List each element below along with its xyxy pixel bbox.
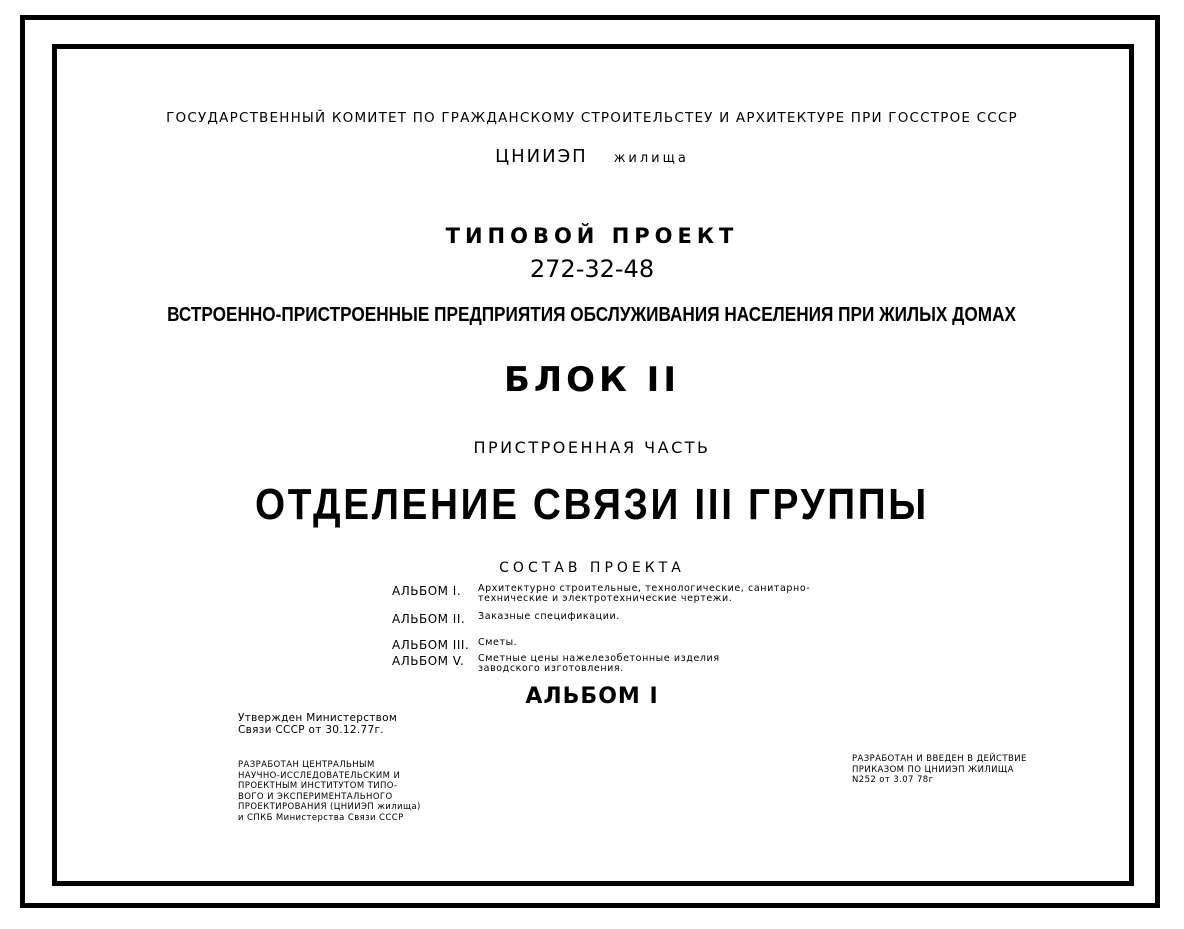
block-title: БЛОК II	[504, 360, 680, 400]
album-description	[478, 654, 720, 674]
part-title: ПРИСТРОЕННАЯ ЧАСТЬ	[473, 438, 711, 457]
developer-line: и СПКБ Министерства Связи СССР	[238, 812, 404, 823]
album-description-line: Архитектурно строительные, технологические, санитарно-	[478, 583, 811, 594]
approval-note	[238, 712, 397, 736]
developer-line: ВОГО И ЭКСПЕРИМЕНТАЛЬНОГО	[238, 791, 393, 802]
album-description	[478, 612, 620, 622]
approval-line: Утвержден Министерством	[238, 712, 398, 724]
album-description-line: технические и электротехнические чертежи.	[478, 593, 733, 604]
album-description	[478, 584, 810, 604]
project-title-text: ВСТРОЕННО-ПРИСТРОЕННЫЕ ПРЕДПРИЯТИЯ ОБСЛУЖИВАНИЯ НАСЕЛЕНИЯ ПРИ ЖИЛЫХ ДОМАХ	[167, 304, 1017, 326]
album-description-line: Сметные цены нажелезобетонные изделия	[478, 653, 720, 664]
developer-line: НАУЧНО-ИССЛЕДОВАТЕЛЬСКИМ И	[238, 770, 401, 781]
project-number: 272-32-48	[529, 255, 655, 283]
album-label: АЛЬБОМ I.	[392, 584, 462, 598]
institute-name: ЦНИИЭП	[495, 146, 588, 167]
institute-line	[0, 146, 1184, 167]
main-title	[0, 480, 1184, 530]
album-description-line: Сметы.	[478, 637, 518, 648]
project-type: ТИПОВОЙ ПРОЕКТ	[445, 224, 739, 248]
project-title	[0, 304, 1184, 327]
enactment-line: ПРИКАЗОМ ПО ЦНИИЭП ЖИЛИЩА	[852, 764, 1014, 775]
album-item	[392, 584, 810, 604]
album-item	[392, 638, 517, 652]
album-label: АЛЬБОМ V.	[392, 654, 465, 668]
enactment-line: РАЗРАБОТАН И ВВЕДЕН В ДЕЙСТВИЕ	[852, 754, 1027, 764]
main-title-text: ОТДЕЛЕНИЕ СВЯЗИ III ГРУППЫ	[255, 480, 929, 529]
album-item	[392, 612, 620, 626]
album-label: АЛЬБОМ II.	[392, 612, 466, 626]
developer-line: РАЗРАБОТАН ЦЕНТРАЛЬНЫМ	[238, 760, 375, 770]
enactment-note	[852, 754, 1027, 786]
approval-line: Связи СССР от 30.12.77г.	[238, 724, 384, 736]
album-item	[392, 654, 720, 674]
current-album: АЛЬБОМ I	[525, 684, 659, 709]
album-label: АЛЬБОМ III.	[392, 638, 470, 652]
developer-note	[238, 760, 421, 823]
developer-line: ПРОЕКТНЫМ ИНСТИТУТОМ ТИПО-	[238, 781, 398, 791]
composition-heading: СОСТАВ ПРОЕКТА	[499, 560, 685, 576]
album-description-line: Заказные спецификации.	[478, 611, 620, 622]
institute-subtitle: жилища	[613, 151, 689, 166]
developer-line: ПРОЕКТИРОВАНИЯ (ЦНИИЭП жилища)	[238, 802, 421, 812]
committee-heading: ГОСУДАРСТВЕННЫЙ КОМИТЕТ ПО ГРАЖДАНСКОМУ СТРОИТЕЛЬСТЕУ И АРХИТЕКТУРЕ ПРИ ГОССТРОЕ СССР	[166, 110, 1018, 126]
album-description-line: заводского изготовления.	[478, 663, 624, 674]
enactment-line: N252 от 3.07 78г	[852, 775, 934, 785]
album-description	[478, 638, 517, 648]
